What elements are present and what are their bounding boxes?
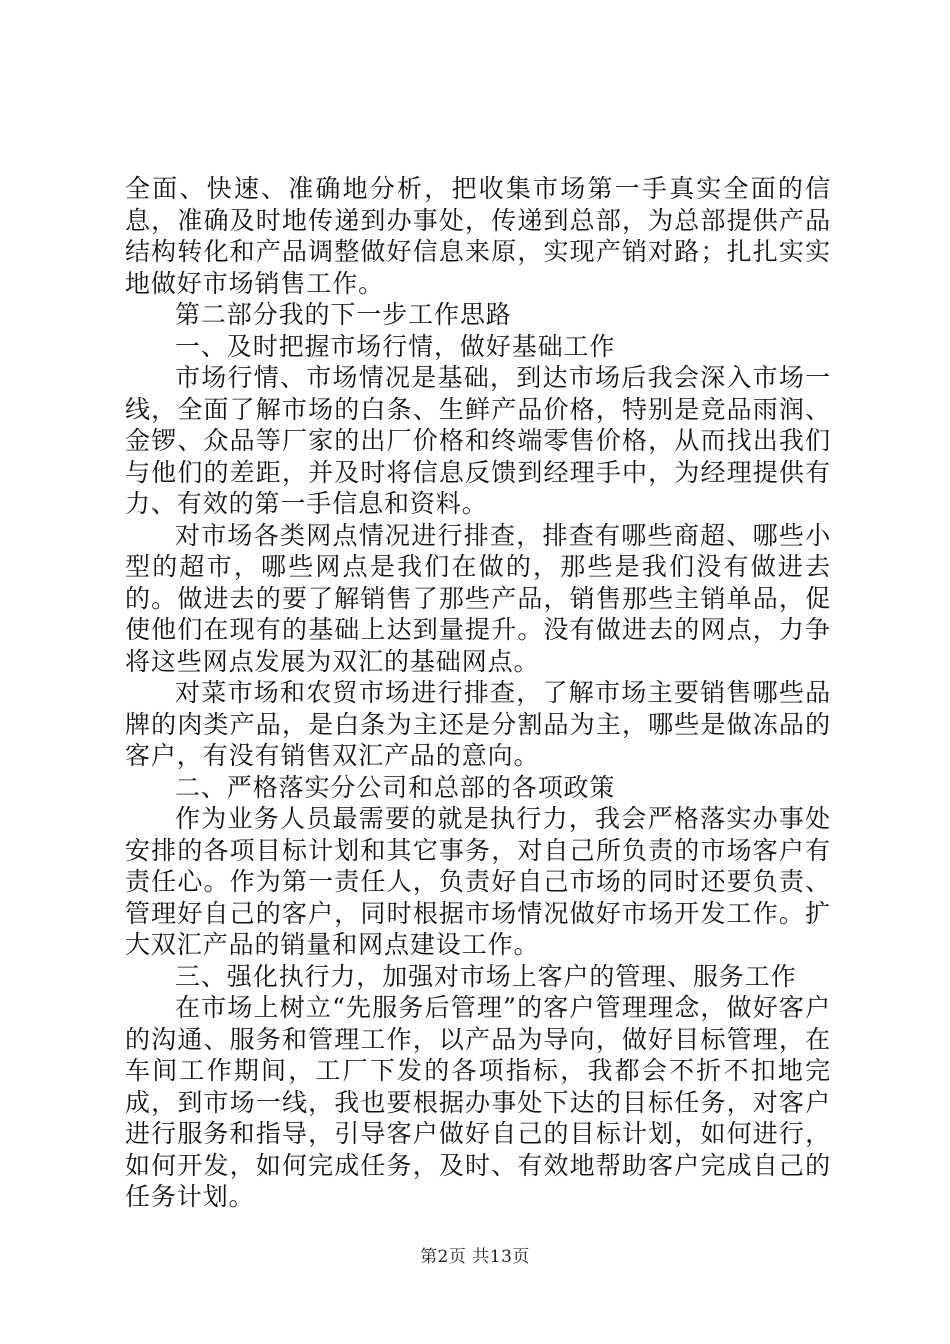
- paragraph-execution: 作为业务人员最需要的就是执行力，我会严格落实办事处安排的各项目标计划和其它事务，对自己所负责的市场客户有责任心。作为第一责任人，负责好自己市场的同时还要负责、管理好自己的客户，同时根据市场情况做好市场开发工作。扩大双汇产品的销量和网点建设工作。: [125, 804, 831, 959]
- paragraph-customer-service: 在市场上树立“先服务后管理”的客户管理理念，做好客户的沟通、服务和管理工作，以产品为导向，做好目标管理，在车间工作期间，工厂下发的各项指标，我都会不折不扣地完成，到市场一线，我也要根据办事处下达的目标任务，对客户进行服务和指导，引导客户做好自己的目标计划，如何进行，如何开发，如何完成任务，及时、有效地帮助客户完成自己的任务计划。: [125, 993, 831, 1211]
- paragraph-farm-market: 对菜市场和农贸市场进行排查，了解市场主要销售哪些品牌的肉类产品，是白条为主还是分割品为主，哪些是做冻品的客户，有没有销售双汇产品的意向。: [125, 678, 831, 770]
- section-heading-1: 一、及时把握市场行情，做好基础工作: [175, 331, 616, 361]
- section-heading-2: 二、严格落实分公司和总部的各项政策: [175, 772, 616, 802]
- document-body: [125, 173, 831, 1213]
- paragraph-market-info: 市场行情、市场情况是基础，到达市场后我会深入市场一线，全面了解市场的白条、生鲜产品价格，特别是竞品雨润、金锣、众品等厂家的出厂价格和终端零售价格，从而找出我们与他们的差距，并及时将信息反馈到经理手中，为经理提供有力、有效的第一手信息和资料。: [125, 363, 831, 518]
- section-heading-part-two: 第二部分我的下一步工作思路: [175, 300, 512, 329]
- page-number-footer: 第2页 共13页: [420, 1247, 530, 1267]
- section-heading-3: 三、强化执行力，加强对市场上客户的管理、服务工作: [175, 961, 797, 991]
- paragraph-outlet-check: 对市场各类网点情况进行排查，排查有哪些商超、哪些小型的超市，哪些网点是我们在做的，那些是我们没有做进去的。做进去的要了解销售了那些产品，销售那些主销单品，促使他们在现有的基础上达到量提升。没有做进去的网点，力争将这些网点发展为双汇的基础网点。: [125, 520, 831, 676]
- paragraph-1: 全面、快速、准确地分析，把收集市场第一手真实全面的信息，准确及时地传递到办事处，传递到总部，为总部提供产品结构转化和产品调整做好信息来原，实现产销对路；扎扎实实地做好市场销售工作。: [125, 174, 831, 298]
